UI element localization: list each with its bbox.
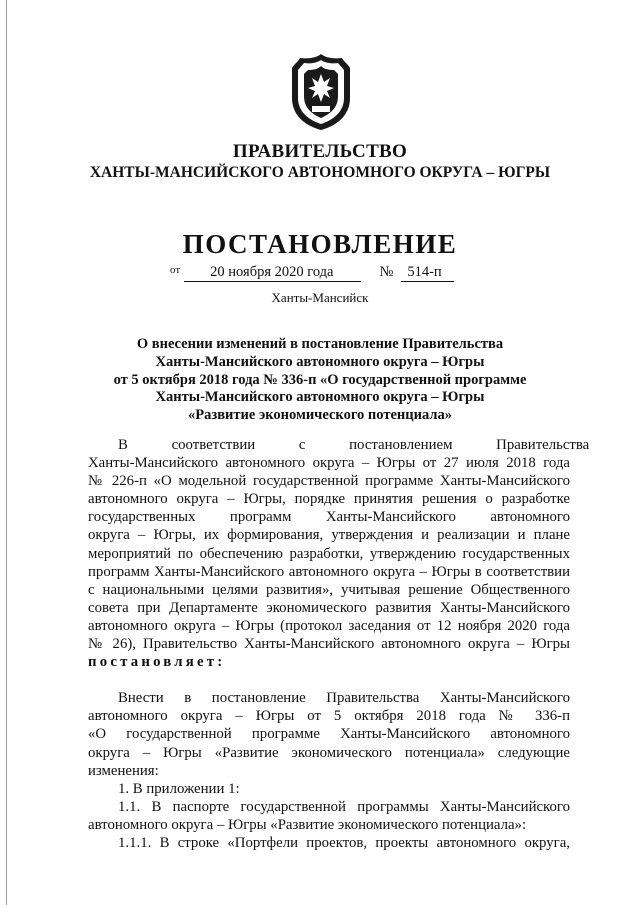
paragraph-gap <box>88 671 570 689</box>
subject-line: «Развитие экономического потенциала» <box>188 407 452 424</box>
date-prefix: от <box>170 264 181 276</box>
list-item: 1.1.1. В строке «Портфели проектов, проекты автономного округа, <box>118 834 570 851</box>
coat-of-arms-icon <box>290 52 352 132</box>
number-prefix: № <box>379 264 394 280</box>
body-line: Ханты-Мансийского автономного округа – Югры от 27 июля 2018 года <box>88 455 570 472</box>
organization-name: ПРАВИТЕЛЬСТВО <box>232 141 408 162</box>
body-line: округа – Югры «Развитие экономического потенциала» следующие <box>88 744 570 761</box>
subject-line: Ханты-Мансийского автономного округа – Югры <box>155 353 485 370</box>
body-line: автономного округа – Югры «Развитие экономического потенциала»: <box>88 816 527 833</box>
document-date-number-line <box>170 264 470 282</box>
subject-line: от 5 октября 2018 года № 336-п «О государственной программе <box>113 371 527 388</box>
document-type-title: ПОСТАНОВЛЕНИЕ <box>182 229 458 259</box>
body-line: программ Ханты-Мансийского автономного округа – Югры в соответствии <box>88 563 570 580</box>
document-subject <box>60 336 580 425</box>
scan-edge-line <box>6 0 7 905</box>
body-line: мероприятий по обеспечению разработки, утверждению государственных <box>88 545 570 562</box>
organization-region: ХАНТЫ-МАНСИЙСКОГО АВТОНОМНОГО ОКРУГА – ЮГРЫ <box>89 164 551 181</box>
body-line: автономного округа – Югры от 5 октября 2018 года № 336-п <box>88 708 570 725</box>
subject-line: О внесении изменений в постановление Правительства <box>136 336 504 352</box>
body-line: «О государственной программе Ханты-Мансийского автономного <box>88 726 570 743</box>
document-city: Ханты-Мансийск <box>271 290 369 305</box>
body-line: изменения: <box>88 762 159 779</box>
body-line: № 26), Правительство Ханты-Мансийского автономного округа – Югры <box>88 636 570 653</box>
body-line: В соответствии с постановлением Правительства <box>118 437 590 453</box>
body-line: округа – Югры, их формирования, утверждения и реализации и плане <box>88 527 570 544</box>
body-line: совета при Департаменте экономического развития Ханты-Мансийского <box>88 599 570 616</box>
body-line: автономного округа – Югры, порядке принятия решения о разработке <box>88 491 570 508</box>
document-date: 20 ноября 2020 года <box>184 264 361 282</box>
list-item: 1. В приложении 1: <box>118 780 240 797</box>
body-line <box>88 653 570 671</box>
body-line: Внести в постановление Правительства Ханты-Мансийского <box>118 690 570 707</box>
document-number: 514-п <box>401 264 453 282</box>
body-line: с национальными целями развития», учитывая решение Общественного <box>88 581 570 598</box>
body-line: № 226-п «О модельной государственной программе Ханты-Мансийского <box>88 473 570 490</box>
resolution-verb: постановляет: <box>88 654 226 671</box>
body-line: автономного округа – Югры (протокол заседания от 12 ноября 2020 года <box>88 617 570 634</box>
document-body <box>88 436 590 852</box>
list-item: 1.1. В паспорте государственной программы Ханты-Мансийского <box>118 798 570 815</box>
body-line: государственных программ Ханты-Мансийского автономного <box>88 509 570 526</box>
subject-line: Ханты-Мансийского автономного округа – Югры <box>155 389 485 406</box>
